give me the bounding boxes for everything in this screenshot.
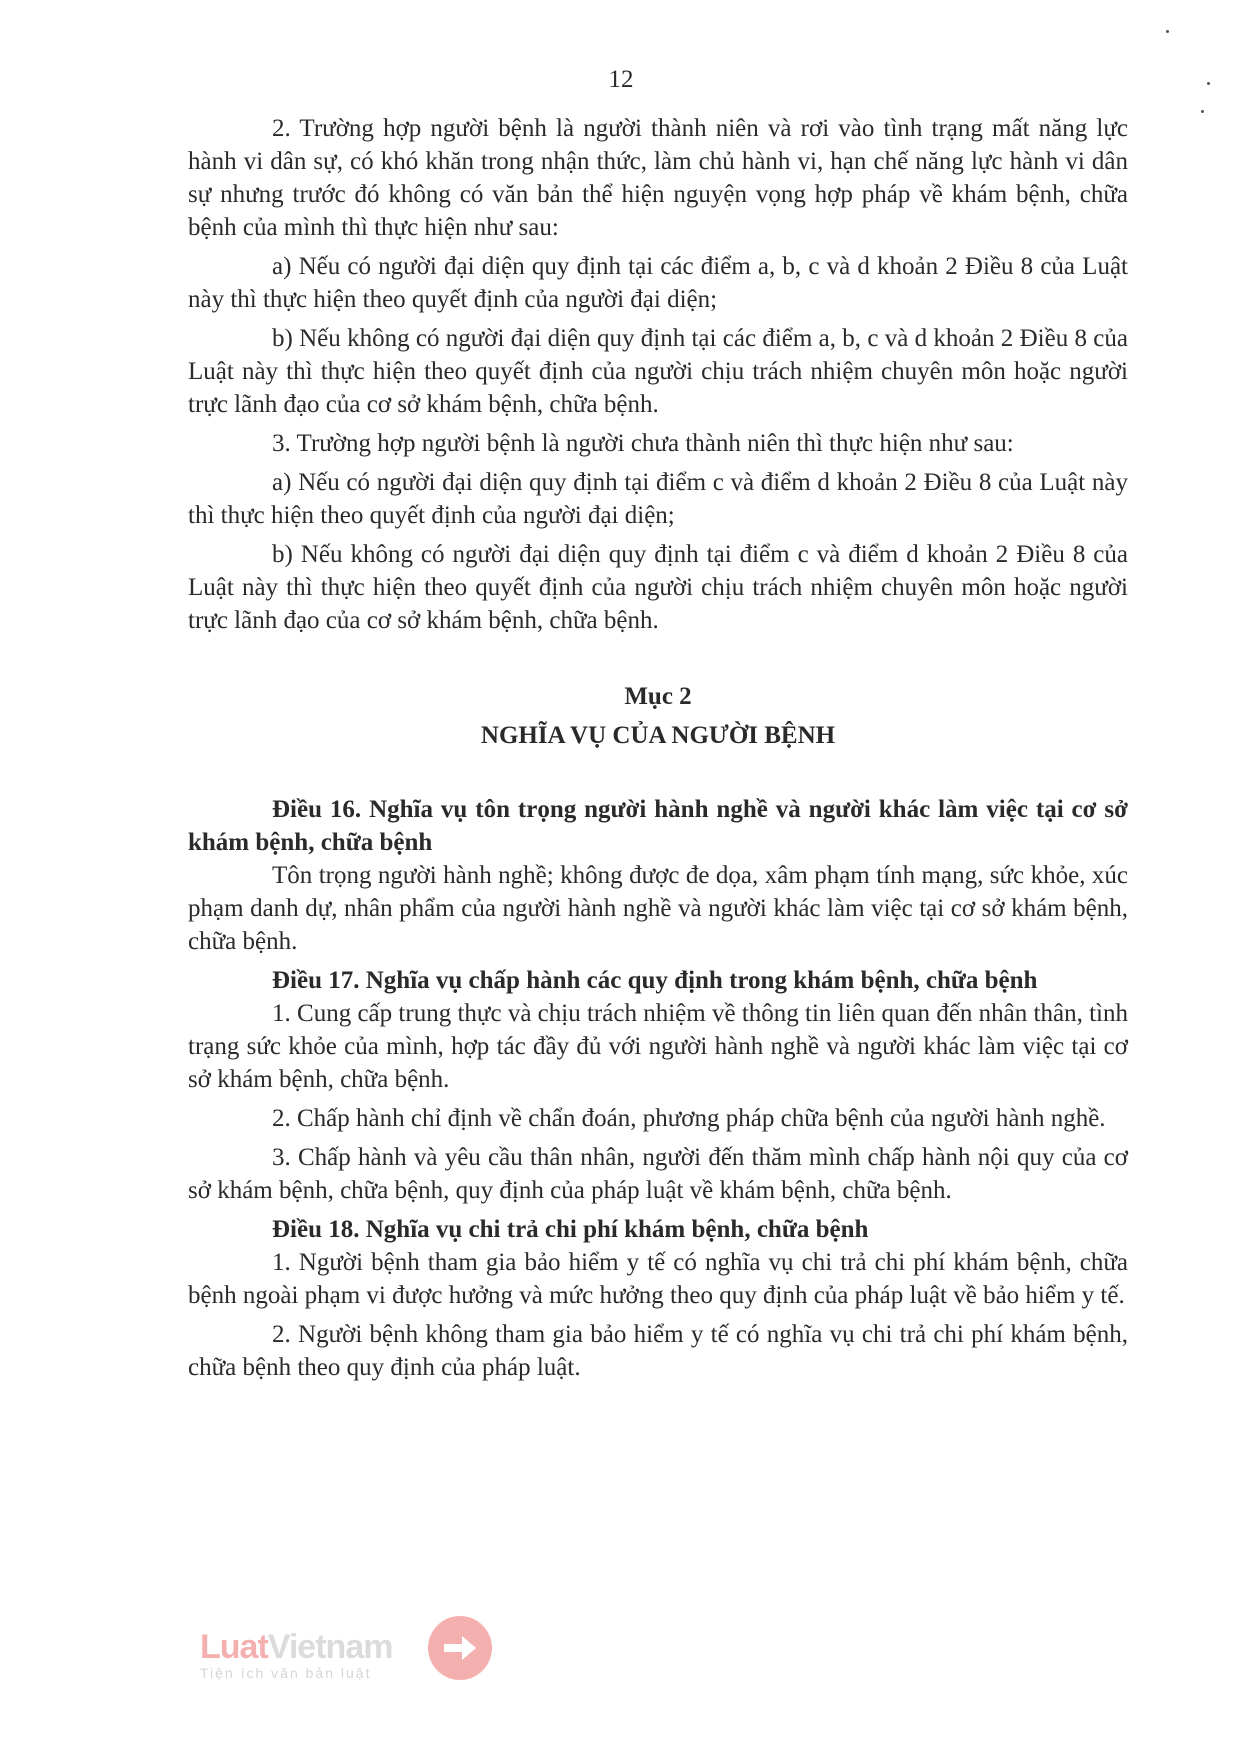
section-title: NGHĨA VỤ CỦA NGƯỜI BỆNH <box>480 722 836 749</box>
clause-3-point-b: b) Nếu không có người đại diện quy định tại điểm c và điểm d khoản 2 Điều 8 của Luật này thì thực hiện theo quyết định của người chịu trách nhiệm chuyên môn hoặc người trực lãnh đạo của cơ sở khám bệnh, chữa bệnh. <box>188 541 1128 634</box>
clause-2-point-b: b) Nếu không có người đại diện quy định tại các điểm a, b, c và d khoản 2 Điều 8 của Luật này thì thực hiện theo quyết định của người chịu trách nhiệm chuyên môn hoặc người trực lãnh đạo của cơ sở khám bệnh, chữa bệnh. <box>188 325 1128 418</box>
article-16-title: Điều 16. Nghĩa vụ tôn trọng người hành nghề và người khác làm việc tại cơ sở khám bệnh, chữa bệnh <box>188 796 1128 856</box>
watermark-brand <box>200 1628 392 1667</box>
document-body <box>188 112 1128 1384</box>
section-label: Mục 2 <box>624 683 692 710</box>
article-18-paragraph-1: 1. Người bệnh tham gia bảo hiểm y tế có nghĩa vụ chi trả chi phí khám bệnh, chữa bệnh ngoài phạm vi được hưởng và mức hưởng theo quy định của pháp luật về bảo hiểm y tế. <box>188 1249 1128 1309</box>
scan-speck <box>1207 82 1210 85</box>
clause-3-intro: 3. Trường hợp người bệnh là người chưa thành niên thì thực hiện như sau: <box>272 430 1014 457</box>
scan-speck <box>1166 30 1169 33</box>
watermark-brand-luat: Luat <box>200 1628 268 1666</box>
article-18-paragraph-2: 2. Người bệnh không tham gia bảo hiểm y tế có nghĩa vụ chi trả chi phí khám bệnh, chữa bệnh theo quy định của pháp luật. <box>188 1321 1128 1381</box>
article-17-title: Điều 17. Nghĩa vụ chấp hành các quy định trong khám bệnh, chữa bệnh <box>272 967 1038 994</box>
luatvietnam-watermark <box>200 1628 392 1681</box>
article-17-paragraph-2: 2. Chấp hành chỉ định về chẩn đoán, phương pháp chữa bệnh của người hành nghề. <box>272 1105 1106 1132</box>
watermark-tagline: Tiện ích văn bản luật <box>200 1665 372 1681</box>
clause-2-point-a: a) Nếu có người đại diện quy định tại các điểm a, b, c và d khoản 2 Điều 8 của Luật này thì thực hiện theo quyết định của người đại diện; <box>188 253 1128 313</box>
watermark-brand-vietnam: Vietnam <box>267 1628 393 1666</box>
section-heading <box>188 679 1128 753</box>
article-17-paragraph-3: 3. Chấp hành và yêu cầu thân nhân, người đến thăm mình chấp hành nội quy của cơ sở khám bệnh, chữa bệnh, quy định của pháp luật về khám bệnh, chữa bệnh. <box>188 1144 1128 1204</box>
arrow-right-icon <box>428 1616 492 1680</box>
article-17-paragraph-1: 1. Cung cấp trung thực và chịu trách nhiệm về thông tin liên quan đến nhân thân, tình trạng sức khỏe của mình, hợp tác đầy đủ với người hành nghề và người khác làm việc tại cơ sở khám bệnh, chữa bệnh. <box>188 1000 1128 1093</box>
scan-speck <box>1201 110 1204 113</box>
clause-2-intro: 2. Trường hợp người bệnh là người thành niên và rơi vào tình trạng mất năng lực hành vi dân sự, có khó khăn trong nhận thức, làm chủ hành vi, hạn chế năng lực hành vi dân sự nhưng trước đó không có văn bản thể hiện nguyện vọng hợp pháp về khám bệnh, chữa bệnh của mình thì thực hiện như sau: <box>188 115 1128 241</box>
article-18-title: Điều 18. Nghĩa vụ chi trả chi phí khám bệnh, chữa bệnh <box>272 1216 869 1243</box>
article-16-paragraph: Tôn trọng người hành nghề; không được đe dọa, xâm phạm tính mạng, sức khỏe, xúc phạm danh dự, nhân phẩm của người hành nghề và người khác làm việc tại cơ sở khám bệnh, chữa bệnh. <box>188 862 1128 955</box>
page-number: 12 <box>608 66 634 93</box>
clause-3-point-a: a) Nếu có người đại diện quy định tại điểm c và điểm d khoản 2 Điều 8 của Luật này thì thực hiện theo quyết định của người đại diện; <box>188 469 1128 529</box>
